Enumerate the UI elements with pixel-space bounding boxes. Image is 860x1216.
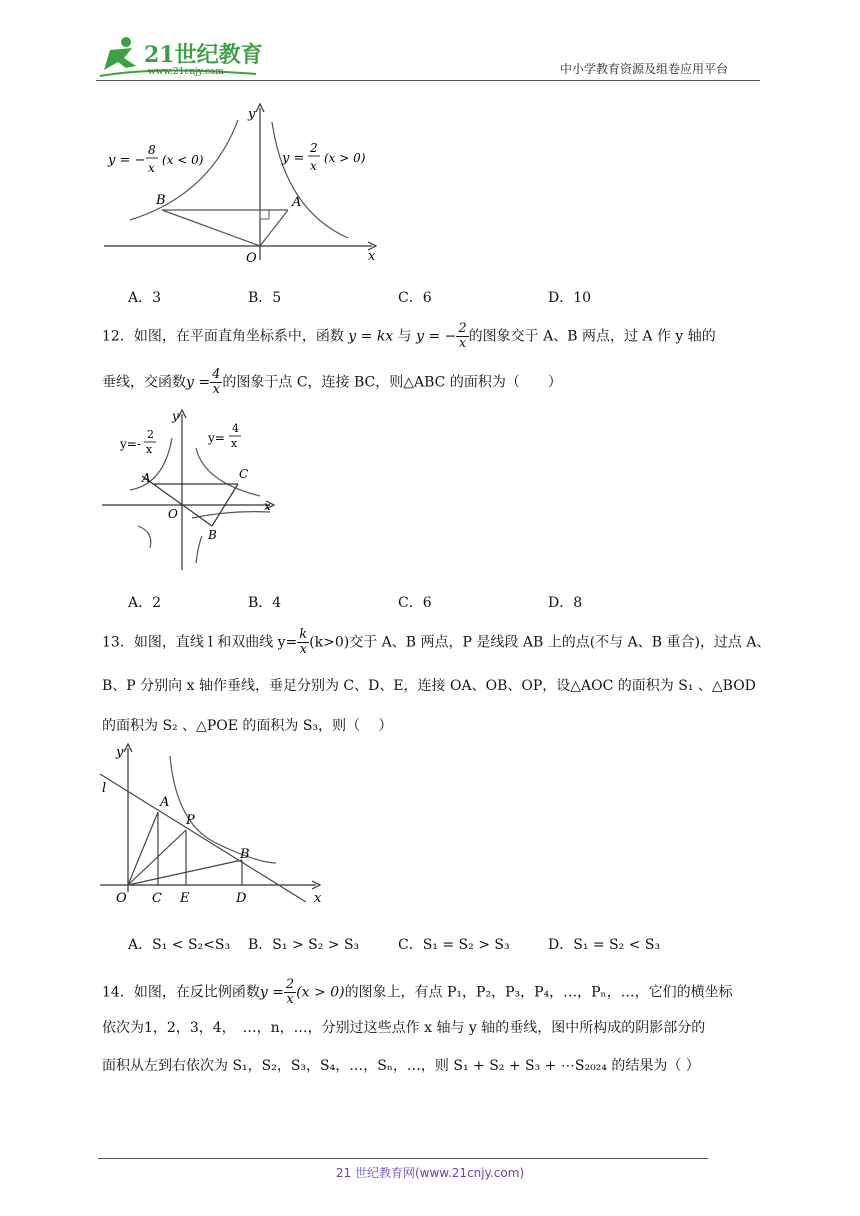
svg-text:y: y [172,409,179,423]
svg-text:O: O [168,507,178,521]
svg-text:A: A [142,471,151,485]
header-platform-text: 中小学教育资源及组卷应用平台 [560,62,729,76]
footer-divider [98,1158,708,1159]
svg-text:y=: y= [208,431,225,445]
q13-line2: B、P 分别向 x 轴作垂线，垂足分别为 C、D、E，连接 OA、OB、OP，设△AOC 的面积为 S₁ 、△BOD [102,678,756,694]
q11-option-b: B．5 [248,290,282,306]
logo-url: www.21cnjy.com [148,67,224,77]
q12-option-a: A．2 [128,595,162,611]
svg-text:O: O [116,891,127,906]
site-logo [96,36,266,80]
svg-text:2: 2 [310,141,318,155]
svg-text:y =: y = [282,151,305,166]
svg-text:x: x [231,437,238,450]
q13-option-d: D．S₁ = S₂ < S₃ [548,937,661,953]
svg-text:O: O [246,251,257,266]
figure-q12 [100,408,285,573]
figure-q13 [94,742,334,910]
svg-text:A: A [160,795,170,810]
svg-text:D: D [236,891,247,906]
svg-text:(x < 0): (x < 0) [162,153,204,167]
svg-text:E: E [180,891,190,906]
q12-option-b: B．4 [248,595,282,611]
svg-text:y = −: y = − [108,153,146,168]
q13-line1: 13．如图，直线 l 和双曲线 y= $\frac{k}{x}$ (k>0)交于 A、B 两点，P 是线段 AB 上的点(不与 A、B 重合)，过点 A、 [102,627,771,657]
svg-text:x: x [148,161,155,175]
q13-line3: 的面积为 S₂ 、△POE 的面积为 S₃，则（ ） [102,718,393,734]
svg-text:8: 8 [148,143,156,157]
svg-text:l: l [102,781,107,796]
svg-text:2: 2 [147,428,154,441]
svg-text:A: A [292,195,302,210]
svg-text:x: x [146,443,153,456]
q12-option-d: D．8 [548,595,583,611]
svg-text:4: 4 [232,422,239,435]
svg-text:C: C [239,467,249,481]
q11-option-c: C．6 [398,290,432,306]
svg-text:P: P [186,813,195,828]
logo-text: 21世纪教育 [144,42,263,68]
svg-text:y: y [248,107,256,122]
q12-line1: 12．如图，在平面直角坐标系中，函数 y = kx 与 y = − $\frac{2}{x}$ 的图象交于 A、B 两点，过 A 作 y 轴的 [102,321,716,351]
q13-option-b: B．S₁ > S₂ > S₃ [248,937,360,953]
q14-line3: 面积从左到右依次为 S₁，S₂，S₃，S₄，…，Sₙ，…，则 S₁ + S₂ + S₃ + ⋯S₂₀₂₄ 的结果为（ ） [102,1058,700,1074]
svg-text:x: x [314,891,322,906]
q13-option-c: C．S₁ = S₂ > S₃ [398,937,510,953]
svg-text:B: B [208,528,217,542]
footer-text[interactable]: 21 世纪教育网(www.21cnjy.com) [335,1166,525,1180]
svg-text:y: y [116,745,124,760]
q14-line1: 14．如图，在反比例函数y = $\frac{2}{x}$ (x > 0)的图象上，有点 P₁，P₂，P₃，P₄，…，Pₙ，…，它们的横坐标 [102,977,733,1007]
figure-q11 [100,100,390,270]
svg-text:(x > 0): (x > 0) [324,151,366,165]
svg-text:B: B [240,847,250,862]
logo-figure-icon [96,36,266,80]
svg-text:B: B [156,193,166,208]
q11-option-a: A．3 [128,290,162,306]
svg-text:x: x [310,159,317,173]
svg-text:x: x [264,499,271,513]
q11-option-d: D．10 [548,290,592,306]
q14-line2: 依次为1，2，3，4， …，n，…，分别过这些点作 x 轴与 y 轴的垂线，图中所构成的阴影部分的 [102,1020,706,1036]
header-divider [96,80,760,81]
q12-option-c: C．6 [398,595,432,611]
svg-text:x: x [368,249,376,264]
svg-text:y=-: y=- [120,437,141,451]
svg-text:C: C [152,891,162,906]
q13-option-a: A．S₁ < S₂<S₃ [128,937,231,953]
q12-line2: 垂线，交函数y = $\frac{4}{x}$ 的图象于点 C，连接 BC，则△ABC 的面积为（ ） [102,367,562,397]
